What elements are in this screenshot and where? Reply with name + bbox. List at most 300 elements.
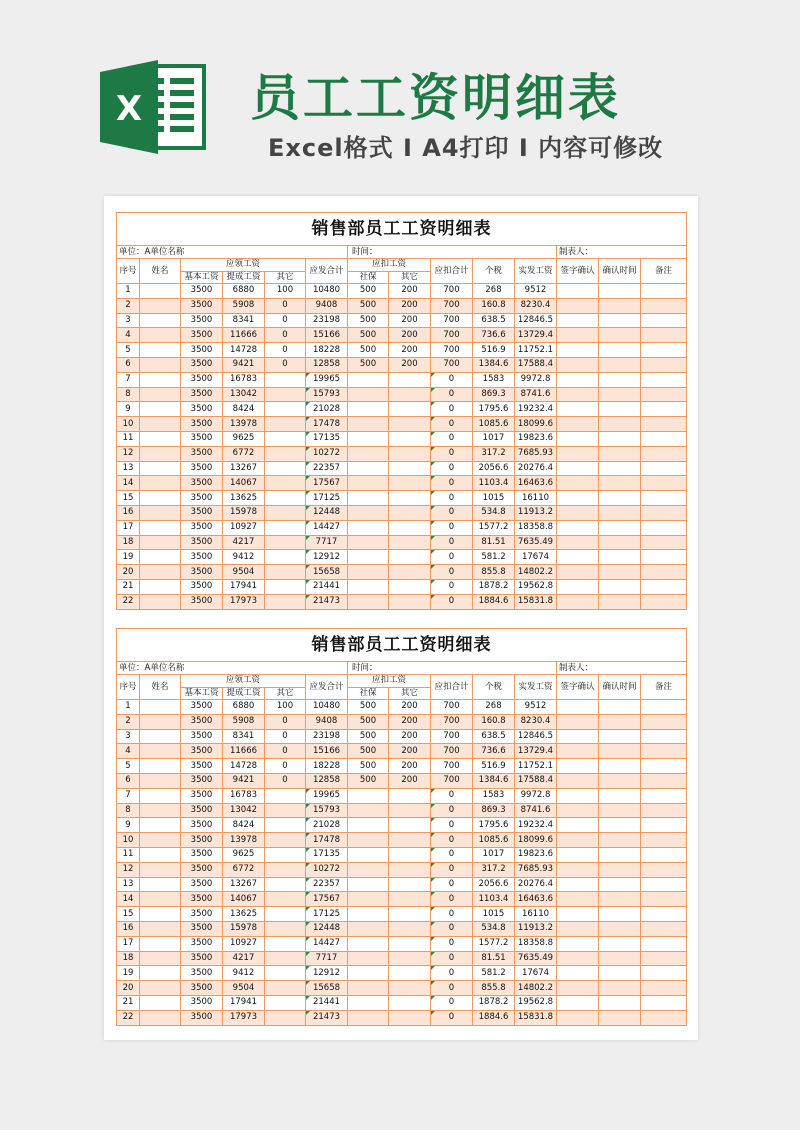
- table-cell[interactable]: 19965: [306, 788, 348, 803]
- table-cell[interactable]: [641, 550, 687, 565]
- table-cell[interactable]: 12: [117, 862, 140, 877]
- table-cell[interactable]: 500: [348, 729, 389, 744]
- table-cell[interactable]: [140, 788, 181, 803]
- table-cell[interactable]: [265, 966, 306, 981]
- table-cell[interactable]: [641, 1010, 687, 1025]
- table-cell[interactable]: [140, 343, 181, 358]
- table-cell[interactable]: [599, 951, 641, 966]
- table-cell[interactable]: 7717: [306, 951, 348, 966]
- table-cell[interactable]: 15658: [306, 981, 348, 996]
- table-cell[interactable]: [265, 446, 306, 461]
- table-cell[interactable]: [641, 773, 687, 788]
- table-cell[interactable]: [641, 328, 687, 343]
- table-cell[interactable]: 1015: [473, 907, 515, 922]
- table-cell[interactable]: 3500: [181, 357, 223, 372]
- table-cell[interactable]: 13978: [223, 417, 265, 432]
- table-cell[interactable]: 13729.4: [515, 744, 557, 759]
- table-cell[interactable]: 6: [117, 357, 140, 372]
- table-cell[interactable]: [348, 788, 389, 803]
- table-cell[interactable]: 14728: [223, 759, 265, 774]
- table-cell[interactable]: [140, 579, 181, 594]
- table-cell[interactable]: [140, 284, 181, 299]
- table-cell[interactable]: [389, 833, 431, 848]
- table-cell[interactable]: 19562.8: [515, 579, 557, 594]
- table-cell[interactable]: 21441: [306, 579, 348, 594]
- table-cell[interactable]: [641, 476, 687, 491]
- table-cell[interactable]: [348, 907, 389, 922]
- table-cell[interactable]: 8: [117, 387, 140, 402]
- table-cell[interactable]: 19232.4: [515, 818, 557, 833]
- table-cell[interactable]: [557, 921, 599, 936]
- table-cell[interactable]: [599, 417, 641, 432]
- table-cell[interactable]: [557, 951, 599, 966]
- table-cell[interactable]: 700: [431, 729, 473, 744]
- table-cell[interactable]: [599, 729, 641, 744]
- table-cell[interactable]: 14728: [223, 343, 265, 358]
- table-cell[interactable]: 16: [117, 505, 140, 520]
- table-cell[interactable]: [389, 550, 431, 565]
- table-cell[interactable]: [599, 877, 641, 892]
- table-cell[interactable]: 1583: [473, 788, 515, 803]
- table-cell[interactable]: [348, 505, 389, 520]
- table-cell[interactable]: [140, 520, 181, 535]
- table-cell[interactable]: [599, 505, 641, 520]
- table-cell[interactable]: 15793: [306, 803, 348, 818]
- table-cell[interactable]: [140, 298, 181, 313]
- table-cell[interactable]: 23198: [306, 729, 348, 744]
- table-cell[interactable]: [140, 357, 181, 372]
- table-cell[interactable]: 4: [117, 744, 140, 759]
- table-cell[interactable]: 1795.6: [473, 818, 515, 833]
- table-cell[interactable]: 200: [389, 343, 431, 358]
- table-cell[interactable]: [140, 714, 181, 729]
- table-cell[interactable]: 0: [265, 773, 306, 788]
- table-cell[interactable]: 1577.2: [473, 936, 515, 951]
- table-cell[interactable]: 9972.8: [515, 788, 557, 803]
- table-cell[interactable]: [389, 936, 431, 951]
- table-cell[interactable]: 0: [265, 357, 306, 372]
- table-cell[interactable]: [265, 417, 306, 432]
- table-cell[interactable]: [140, 981, 181, 996]
- table-cell[interactable]: [557, 491, 599, 506]
- table-cell[interactable]: [557, 833, 599, 848]
- table-cell[interactable]: [599, 803, 641, 818]
- table-cell[interactable]: 700: [431, 714, 473, 729]
- table-cell[interactable]: 1878.2: [473, 579, 515, 594]
- table-cell[interactable]: 0: [431, 833, 473, 848]
- table-cell[interactable]: 869.3: [473, 387, 515, 402]
- table-cell[interactable]: 3500: [181, 565, 223, 580]
- table-cell[interactable]: [140, 417, 181, 432]
- table-cell[interactable]: 15: [117, 491, 140, 506]
- table-cell[interactable]: [389, 907, 431, 922]
- table-cell[interactable]: 7685.93: [515, 862, 557, 877]
- table-cell[interactable]: 700: [431, 328, 473, 343]
- table-cell[interactable]: [389, 565, 431, 580]
- table-cell[interactable]: [140, 535, 181, 550]
- table-cell[interactable]: 3500: [181, 847, 223, 862]
- table-cell[interactable]: [140, 862, 181, 877]
- table-cell[interactable]: 17941: [223, 995, 265, 1010]
- table-cell[interactable]: 10: [117, 833, 140, 848]
- table-cell[interactable]: 3500: [181, 550, 223, 565]
- table-cell[interactable]: [557, 936, 599, 951]
- table-cell[interactable]: 19232.4: [515, 402, 557, 417]
- table-cell[interactable]: 500: [348, 357, 389, 372]
- table-cell[interactable]: 9512: [515, 700, 557, 715]
- table-cell[interactable]: 22: [117, 1010, 140, 1025]
- table-cell[interactable]: [140, 803, 181, 818]
- table-cell[interactable]: [265, 995, 306, 1010]
- table-cell[interactable]: [140, 966, 181, 981]
- table-cell[interactable]: 15978: [223, 505, 265, 520]
- table-cell[interactable]: [641, 803, 687, 818]
- table-cell[interactable]: 0: [431, 594, 473, 609]
- table-cell[interactable]: [599, 907, 641, 922]
- table-cell[interactable]: 9412: [223, 966, 265, 981]
- table-cell[interactable]: [557, 284, 599, 299]
- table-cell[interactable]: [641, 892, 687, 907]
- table-cell[interactable]: 3500: [181, 520, 223, 535]
- table-cell[interactable]: 200: [389, 284, 431, 299]
- table-cell[interactable]: [641, 446, 687, 461]
- table-cell[interactable]: [140, 594, 181, 609]
- table-cell[interactable]: [641, 847, 687, 862]
- table-cell[interactable]: [557, 729, 599, 744]
- table-cell[interactable]: 0: [265, 744, 306, 759]
- table-cell[interactable]: [265, 520, 306, 535]
- table-cell[interactable]: [641, 461, 687, 476]
- table-cell[interactable]: 4: [117, 328, 140, 343]
- table-cell[interactable]: [599, 594, 641, 609]
- table-cell[interactable]: [641, 565, 687, 580]
- table-cell[interactable]: 17674: [515, 550, 557, 565]
- table-cell[interactable]: [599, 476, 641, 491]
- table-cell[interactable]: [557, 476, 599, 491]
- table-cell[interactable]: [140, 1010, 181, 1025]
- table-cell[interactable]: 1085.6: [473, 833, 515, 848]
- table-cell[interactable]: 21028: [306, 818, 348, 833]
- table-cell[interactable]: 700: [431, 744, 473, 759]
- table-cell[interactable]: 0: [265, 298, 306, 313]
- table-cell[interactable]: 19562.8: [515, 995, 557, 1010]
- table-cell[interactable]: 1878.2: [473, 995, 515, 1010]
- table-cell[interactable]: [348, 847, 389, 862]
- table-cell[interactable]: 9504: [223, 981, 265, 996]
- table-cell[interactable]: [348, 921, 389, 936]
- table-cell[interactable]: [265, 505, 306, 520]
- table-cell[interactable]: [599, 818, 641, 833]
- table-cell[interactable]: 20276.4: [515, 877, 557, 892]
- table-cell[interactable]: [389, 461, 431, 476]
- table-cell[interactable]: [599, 714, 641, 729]
- table-cell[interactable]: [140, 550, 181, 565]
- table-cell[interactable]: 500: [348, 313, 389, 328]
- table-cell[interactable]: [140, 995, 181, 1010]
- table-cell[interactable]: [140, 744, 181, 759]
- table-cell[interactable]: [389, 847, 431, 862]
- table-cell[interactable]: [389, 417, 431, 432]
- table-cell[interactable]: 3500: [181, 714, 223, 729]
- table-cell[interactable]: [599, 402, 641, 417]
- table-cell[interactable]: [557, 520, 599, 535]
- table-cell[interactable]: [599, 862, 641, 877]
- table-cell[interactable]: 534.8: [473, 921, 515, 936]
- table-cell[interactable]: 200: [389, 313, 431, 328]
- table-cell[interactable]: 1103.4: [473, 476, 515, 491]
- table-cell[interactable]: 17674: [515, 966, 557, 981]
- table-cell[interactable]: 500: [348, 328, 389, 343]
- table-cell[interactable]: 268: [473, 700, 515, 715]
- table-cell[interactable]: [140, 313, 181, 328]
- table-cell[interactable]: [557, 505, 599, 520]
- table-cell[interactable]: [348, 1010, 389, 1025]
- table-cell[interactable]: 200: [389, 729, 431, 744]
- table-cell[interactable]: [348, 446, 389, 461]
- table-cell[interactable]: 16110: [515, 907, 557, 922]
- table-cell[interactable]: [641, 313, 687, 328]
- table-cell[interactable]: [348, 372, 389, 387]
- table-cell[interactable]: [599, 491, 641, 506]
- table-cell[interactable]: 9421: [223, 773, 265, 788]
- table-cell[interactable]: [140, 700, 181, 715]
- table-cell[interactable]: [140, 951, 181, 966]
- table-cell[interactable]: [599, 788, 641, 803]
- table-cell[interactable]: [557, 818, 599, 833]
- table-cell[interactable]: 10480: [306, 700, 348, 715]
- table-cell[interactable]: 736.6: [473, 744, 515, 759]
- table-cell[interactable]: 0: [431, 921, 473, 936]
- table-cell[interactable]: 0: [265, 714, 306, 729]
- table-cell[interactable]: 700: [431, 773, 473, 788]
- table-cell[interactable]: 3500: [181, 788, 223, 803]
- table-cell[interactable]: 7685.93: [515, 446, 557, 461]
- table-cell[interactable]: 15166: [306, 328, 348, 343]
- table-cell[interactable]: 81.51: [473, 951, 515, 966]
- table-cell[interactable]: [140, 877, 181, 892]
- table-cell[interactable]: [557, 788, 599, 803]
- table-cell[interactable]: 3500: [181, 476, 223, 491]
- table-cell[interactable]: 5: [117, 343, 140, 358]
- table-cell[interactable]: [348, 995, 389, 1010]
- table-cell[interactable]: 700: [431, 357, 473, 372]
- table-cell[interactable]: 8741.6: [515, 387, 557, 402]
- table-cell[interactable]: [265, 862, 306, 877]
- table-cell[interactable]: [348, 818, 389, 833]
- table-cell[interactable]: 500: [348, 298, 389, 313]
- table-cell[interactable]: 21441: [306, 995, 348, 1010]
- table-cell[interactable]: 9408: [306, 714, 348, 729]
- table-cell[interactable]: 1: [117, 700, 140, 715]
- table-cell[interactable]: 3500: [181, 505, 223, 520]
- table-cell[interactable]: 200: [389, 773, 431, 788]
- table-cell[interactable]: [641, 579, 687, 594]
- table-cell[interactable]: 9412: [223, 550, 265, 565]
- table-cell[interactable]: 0: [431, 966, 473, 981]
- table-cell[interactable]: 160.8: [473, 298, 515, 313]
- table-cell[interactable]: [389, 579, 431, 594]
- table-cell[interactable]: 0: [431, 520, 473, 535]
- table-cell[interactable]: [348, 862, 389, 877]
- table-cell[interactable]: [641, 951, 687, 966]
- table-cell[interactable]: 700: [431, 759, 473, 774]
- table-cell[interactable]: 3500: [181, 877, 223, 892]
- table-cell[interactable]: [389, 877, 431, 892]
- table-cell[interactable]: 1015: [473, 491, 515, 506]
- table-cell[interactable]: [557, 387, 599, 402]
- table-cell[interactable]: 12912: [306, 966, 348, 981]
- table-cell[interactable]: [265, 951, 306, 966]
- table-cell[interactable]: [599, 535, 641, 550]
- table-cell[interactable]: 8230.4: [515, 714, 557, 729]
- table-cell[interactable]: 1384.6: [473, 357, 515, 372]
- table-cell[interactable]: [389, 372, 431, 387]
- table-cell[interactable]: 15793: [306, 387, 348, 402]
- table-cell[interactable]: [641, 594, 687, 609]
- table-cell[interactable]: 14802.2: [515, 565, 557, 580]
- table-cell[interactable]: [641, 759, 687, 774]
- table-cell[interactable]: 1577.2: [473, 520, 515, 535]
- table-cell[interactable]: [599, 328, 641, 343]
- table-cell[interactable]: [641, 417, 687, 432]
- table-cell[interactable]: 9512: [515, 284, 557, 299]
- table-cell[interactable]: 581.2: [473, 966, 515, 981]
- table-cell[interactable]: 0: [431, 461, 473, 476]
- table-cell[interactable]: [599, 759, 641, 774]
- table-cell[interactable]: 13267: [223, 461, 265, 476]
- table-cell[interactable]: 200: [389, 759, 431, 774]
- table-cell[interactable]: 1: [117, 284, 140, 299]
- table-cell[interactable]: [599, 565, 641, 580]
- table-cell[interactable]: 17135: [306, 847, 348, 862]
- table-cell[interactable]: [389, 951, 431, 966]
- table-cell[interactable]: 638.5: [473, 313, 515, 328]
- table-cell[interactable]: [557, 700, 599, 715]
- table-cell[interactable]: [557, 773, 599, 788]
- table-cell[interactable]: [265, 402, 306, 417]
- table-cell[interactable]: [348, 565, 389, 580]
- table-cell[interactable]: [140, 328, 181, 343]
- table-cell[interactable]: 3500: [181, 417, 223, 432]
- table-cell[interactable]: 3500: [181, 372, 223, 387]
- table-cell[interactable]: 3500: [181, 402, 223, 417]
- table-cell[interactable]: [599, 284, 641, 299]
- table-cell[interactable]: 4217: [223, 535, 265, 550]
- table-cell[interactable]: 0: [431, 1010, 473, 1025]
- table-cell[interactable]: 17567: [306, 476, 348, 491]
- table-cell[interactable]: 2056.6: [473, 461, 515, 476]
- table-cell[interactable]: [599, 744, 641, 759]
- table-cell[interactable]: 9504: [223, 565, 265, 580]
- table-cell[interactable]: [348, 387, 389, 402]
- table-cell[interactable]: [557, 594, 599, 609]
- table-cell[interactable]: [265, 1010, 306, 1025]
- table-cell[interactable]: 3500: [181, 298, 223, 313]
- table-cell[interactable]: 19823.6: [515, 431, 557, 446]
- table-cell[interactable]: [140, 847, 181, 862]
- table-cell[interactable]: [641, 298, 687, 313]
- table-cell[interactable]: 7635.49: [515, 535, 557, 550]
- table-cell[interactable]: 0: [265, 328, 306, 343]
- table-cell[interactable]: 17973: [223, 594, 265, 609]
- table-cell[interactable]: [389, 520, 431, 535]
- table-cell[interactable]: 0: [431, 803, 473, 818]
- table-cell[interactable]: [389, 594, 431, 609]
- table-cell[interactable]: 3500: [181, 744, 223, 759]
- table-cell[interactable]: 0: [431, 402, 473, 417]
- table-cell[interactable]: [348, 936, 389, 951]
- table-cell[interactable]: 700: [431, 700, 473, 715]
- table-cell[interactable]: 855.8: [473, 565, 515, 580]
- table-cell[interactable]: 21: [117, 579, 140, 594]
- table-cell[interactable]: [265, 535, 306, 550]
- table-cell[interactable]: 3500: [181, 892, 223, 907]
- table-cell[interactable]: 1085.6: [473, 417, 515, 432]
- table-cell[interactable]: 3500: [181, 966, 223, 981]
- table-cell[interactable]: 3500: [181, 936, 223, 951]
- table-cell[interactable]: 13042: [223, 803, 265, 818]
- table-cell[interactable]: 6772: [223, 446, 265, 461]
- table-cell[interactable]: 200: [389, 328, 431, 343]
- table-cell[interactable]: [557, 803, 599, 818]
- table-cell[interactable]: 9421: [223, 357, 265, 372]
- table-cell[interactable]: [140, 461, 181, 476]
- table-cell[interactable]: 12: [117, 446, 140, 461]
- table-cell[interactable]: 0: [431, 862, 473, 877]
- table-cell[interactable]: 0: [431, 877, 473, 892]
- table-cell[interactable]: 11913.2: [515, 921, 557, 936]
- table-cell[interactable]: [140, 446, 181, 461]
- table-cell[interactable]: [641, 343, 687, 358]
- table-cell[interactable]: 9: [117, 818, 140, 833]
- table-cell[interactable]: 3500: [181, 284, 223, 299]
- table-cell[interactable]: 19823.6: [515, 847, 557, 862]
- table-cell[interactable]: [557, 372, 599, 387]
- table-cell[interactable]: [599, 995, 641, 1010]
- table-cell[interactable]: 17125: [306, 907, 348, 922]
- table-cell[interactable]: 200: [389, 714, 431, 729]
- table-cell[interactable]: 1884.6: [473, 594, 515, 609]
- table-cell[interactable]: [140, 431, 181, 446]
- table-cell[interactable]: 100: [265, 284, 306, 299]
- table-cell[interactable]: [557, 535, 599, 550]
- table-cell[interactable]: [641, 372, 687, 387]
- table-cell[interactable]: 0: [431, 476, 473, 491]
- table-cell[interactable]: 13978: [223, 833, 265, 848]
- table-cell[interactable]: 3500: [181, 907, 223, 922]
- table-cell[interactable]: [140, 387, 181, 402]
- table-cell[interactable]: [140, 491, 181, 506]
- table-cell[interactable]: [641, 833, 687, 848]
- table-cell[interactable]: 1103.4: [473, 892, 515, 907]
- table-cell[interactable]: [599, 446, 641, 461]
- table-cell[interactable]: [389, 402, 431, 417]
- table-cell[interactable]: [641, 714, 687, 729]
- table-cell[interactable]: 15831.8: [515, 1010, 557, 1025]
- table-cell[interactable]: 21473: [306, 594, 348, 609]
- table-cell[interactable]: [557, 995, 599, 1010]
- table-cell[interactable]: 11752.1: [515, 759, 557, 774]
- table-cell[interactable]: 516.9: [473, 759, 515, 774]
- table-cell[interactable]: [389, 803, 431, 818]
- table-cell[interactable]: [557, 565, 599, 580]
- table-cell[interactable]: [389, 1010, 431, 1025]
- table-cell[interactable]: 81.51: [473, 535, 515, 550]
- table-cell[interactable]: [140, 372, 181, 387]
- table-cell[interactable]: 17588.4: [515, 773, 557, 788]
- table-cell[interactable]: [348, 579, 389, 594]
- table-cell[interactable]: [140, 476, 181, 491]
